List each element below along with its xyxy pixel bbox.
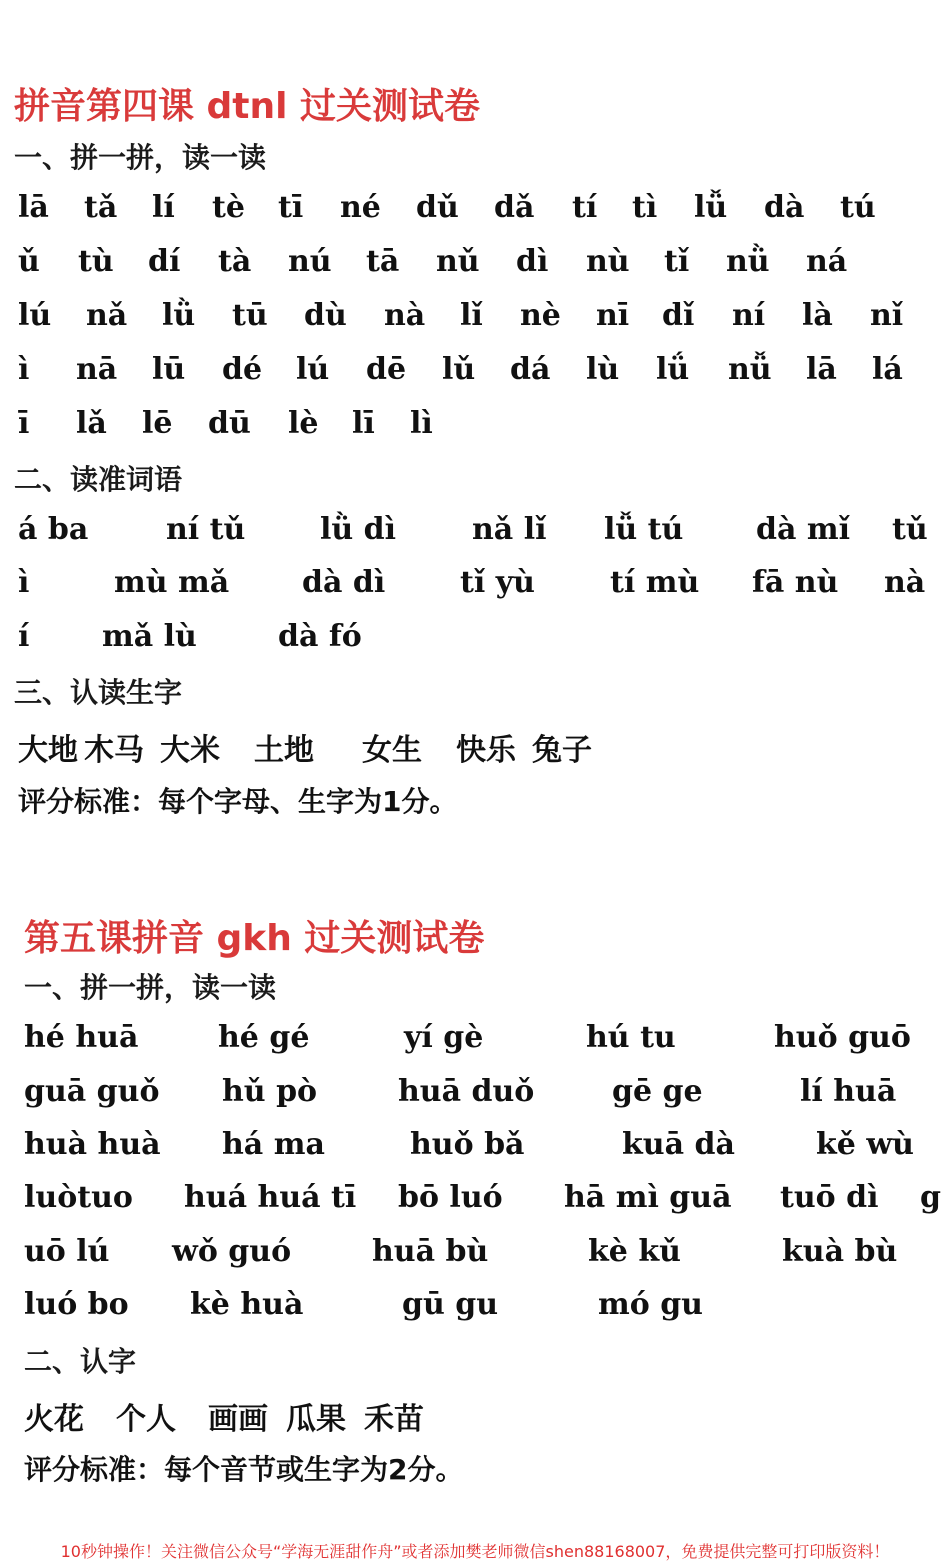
syllable-pair: luó bo	[24, 1287, 129, 1322]
syllable: lǎ	[76, 406, 107, 441]
syllable: lē	[142, 406, 173, 441]
section2-title: 第五课拼音 gkh 过关测试卷	[24, 918, 485, 959]
syllable-pair: hé huā	[24, 1020, 139, 1055]
syllable: nú	[288, 244, 332, 279]
syllable: dà	[764, 190, 805, 225]
syllable: tā	[366, 244, 400, 279]
syllable: ní	[732, 298, 766, 333]
syllable: dū	[208, 406, 251, 441]
character-word: 快乐	[456, 733, 516, 768]
syllable: lū	[152, 352, 186, 387]
syllable-pair: huǒ bǎ	[410, 1127, 525, 1162]
character-word: 大米	[160, 733, 220, 768]
word: nà	[884, 565, 926, 600]
syllable-pair: hǔ pò	[222, 1074, 318, 1109]
syllable: dí	[148, 244, 181, 279]
character-word: 土地	[254, 733, 314, 768]
syllable-pair: huá huá tī	[184, 1180, 357, 1215]
character-word: 木马	[84, 733, 144, 768]
syllable-row	[0, 1127, 950, 1171]
syllable-row	[0, 1287, 950, 1331]
syllable-pair: hú tu	[586, 1020, 676, 1055]
word: fā nù	[752, 565, 839, 600]
syllable: nè	[520, 298, 561, 333]
word: ní tǔ	[166, 512, 246, 547]
syllable-row	[0, 1020, 950, 1064]
syllable: tū	[232, 298, 268, 333]
section1-part2-heading: 二、读准词语	[14, 463, 183, 496]
word-row	[0, 565, 950, 609]
syllable-pair: kè huà	[190, 1287, 304, 1322]
section2-part2-heading: 二、认字	[24, 1345, 137, 1378]
syllable: nī	[596, 298, 630, 333]
syllable-pair: tuō dì	[780, 1180, 879, 1215]
word-row	[0, 512, 950, 556]
syllable-pair: gē ge	[612, 1074, 703, 1109]
word: nǎ lǐ	[472, 512, 547, 547]
syllable-pair: huǒ guō	[774, 1020, 911, 1055]
syllable: ǔ	[18, 244, 40, 279]
syllable-pair: gū gu	[402, 1287, 499, 1322]
word: dà fó	[278, 619, 362, 654]
syllable: lǘ	[656, 352, 690, 387]
syllable: lǜ	[162, 298, 196, 333]
character-word: 瓜果	[286, 1402, 346, 1437]
syllable-pair: yí gè	[404, 1020, 484, 1055]
character-word: 个人	[116, 1402, 176, 1437]
character-word: 女生	[362, 733, 422, 768]
syllable: tù	[78, 244, 114, 279]
syllable: tǐ	[664, 244, 690, 279]
syllable-pair: huà huà	[24, 1127, 161, 1162]
syllable-row	[0, 244, 950, 288]
syllable: lè	[288, 406, 319, 441]
syllable-pair: bō luó	[398, 1180, 503, 1215]
section1-scoring-note: 评分标准：每个字母、生字为1分。	[18, 785, 458, 818]
section1-title: 拼音第四课 dtnl 过关测试卷	[14, 86, 481, 127]
syllable: nā	[76, 352, 118, 387]
section1-part3-heading: 三、认读生字	[14, 676, 183, 709]
section2-character-row	[0, 1394, 950, 1438]
syllable: tì	[632, 190, 658, 225]
syllable: nǚ	[728, 352, 772, 387]
section2-scoring-note: 评分标准：每个音节或生字为2分。	[24, 1453, 464, 1486]
syllable-row	[0, 406, 950, 450]
syllable-row	[0, 1180, 950, 1224]
syllable-pair: wǒ guó	[172, 1234, 292, 1269]
syllable: lǔ	[442, 352, 476, 387]
syllable: lú	[18, 298, 52, 333]
syllable-pair: hā mì guā	[564, 1180, 732, 1215]
syllable-pair: kuā dà	[622, 1127, 735, 1162]
character-word: 画画	[208, 1402, 268, 1437]
syllable: tǎ	[84, 190, 118, 225]
syllable: dù	[304, 298, 347, 333]
word-row	[0, 619, 950, 663]
syllable: lā	[18, 190, 49, 225]
syllable: lù	[586, 352, 620, 387]
syllable: dǎ	[494, 190, 535, 225]
syllable: ná	[806, 244, 848, 279]
syllable-pair: huā duǒ	[398, 1074, 535, 1109]
word: mù mǎ	[114, 565, 230, 600]
word: í	[18, 619, 30, 654]
syllable-pair: kě wù	[816, 1127, 914, 1162]
syllable-row	[0, 1234, 950, 1278]
syllable-row	[0, 352, 950, 396]
word: tí mù	[610, 565, 700, 600]
syllable-pair: guā guǒ	[24, 1074, 160, 1109]
syllable-pair: luòtuo	[24, 1180, 133, 1215]
syllable: lá	[872, 352, 903, 387]
syllable-pair: há ma	[222, 1127, 325, 1162]
syllable: là	[802, 298, 833, 333]
syllable: dì	[516, 244, 549, 279]
syllable: nǎ	[86, 298, 128, 333]
word: mǎ lù	[102, 619, 197, 654]
syllable-row	[0, 298, 950, 342]
syllable: ī	[18, 406, 30, 441]
section2-part1-heading: 一、拼一拼，读一读	[24, 971, 277, 1004]
section1-part1-heading: 一、拼一拼，读一读	[14, 141, 267, 174]
syllable-pair: lí huā	[800, 1074, 897, 1109]
syllable: lī	[352, 406, 375, 441]
syllable: lǐ	[460, 298, 483, 333]
syllable: dǐ	[662, 298, 695, 333]
word: á ba	[18, 512, 89, 547]
syllable: dē	[366, 352, 407, 387]
word: dà dì	[302, 565, 386, 600]
word: tǔ	[892, 512, 928, 547]
syllable-pair: hé gé	[218, 1020, 310, 1055]
syllable-pair: huā bù	[372, 1234, 489, 1269]
syllable: dǔ	[416, 190, 459, 225]
syllable: lì	[410, 406, 433, 441]
syllable: nǔ	[436, 244, 480, 279]
character-word: 兔子	[532, 733, 592, 768]
syllable-pair: kuà bù	[782, 1234, 898, 1269]
footer-promo-text: 10秒钟操作！关注微信公众号“学海无涯甜作舟”或者添加樊老师微信shen88168007，免费提供完整可打印版资料！	[60, 1542, 890, 1561]
section1-character-row	[0, 725, 950, 769]
word: dà mǐ	[756, 512, 850, 547]
syllable: tí	[572, 190, 598, 225]
syllable-pair: g	[920, 1180, 941, 1215]
word: ì	[18, 565, 30, 600]
syllable-pair: mó gu	[598, 1287, 703, 1322]
syllable-row	[0, 190, 950, 234]
syllable: nǜ	[726, 244, 770, 279]
syllable: tè	[212, 190, 245, 225]
syllable: tà	[218, 244, 252, 279]
syllable-pair: uō lú	[24, 1234, 110, 1269]
syllable: tú	[840, 190, 876, 225]
syllable: tī	[278, 190, 304, 225]
syllable-pair: kè kǔ	[588, 1234, 681, 1269]
syllable: dé	[222, 352, 263, 387]
syllable: dá	[510, 352, 551, 387]
syllable: lú	[296, 352, 330, 387]
word: tǐ yù	[460, 565, 535, 600]
syllable: lǚ	[694, 190, 728, 225]
syllable: lí	[152, 190, 175, 225]
syllable: né	[340, 190, 381, 225]
syllable: nù	[586, 244, 630, 279]
character-word: 大地	[18, 733, 78, 768]
character-word: 禾苗	[364, 1402, 424, 1437]
syllable: lā	[806, 352, 837, 387]
syllable-row	[0, 1074, 950, 1118]
character-word: 火花	[24, 1402, 84, 1437]
word: lǜ dì	[320, 512, 397, 547]
syllable: nà	[384, 298, 426, 333]
word: lǚ tú	[604, 512, 684, 547]
syllable: ì	[18, 352, 30, 387]
syllable: nǐ	[870, 298, 904, 333]
